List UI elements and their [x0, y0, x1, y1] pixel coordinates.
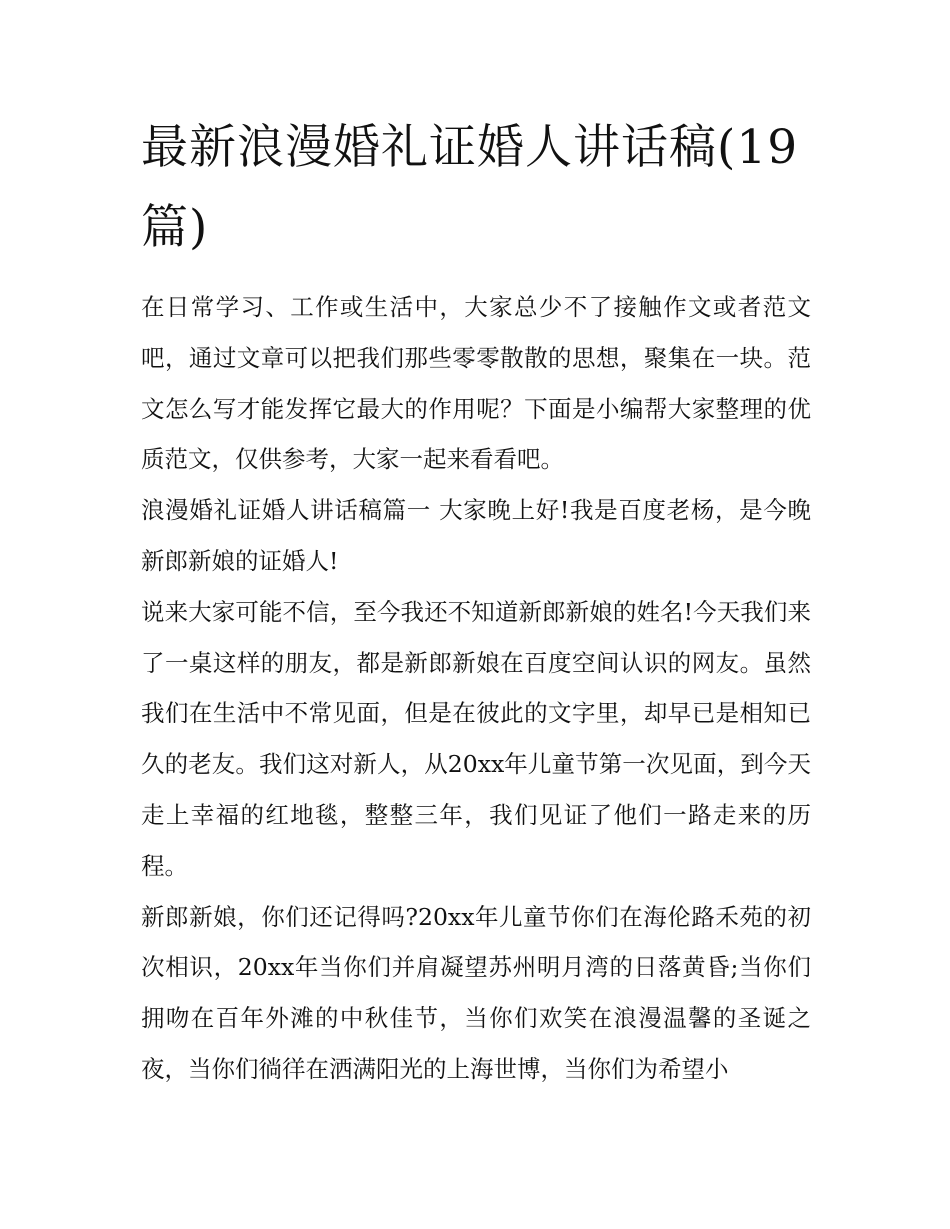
document-content — [141, 108, 811, 1095]
intro-paragraph: 在日常学习、工作或生活中，大家总少不了接触作文或者范文吧，通过文章可以把我们那些零零散散的思想，聚集在一块。范文怎么写才能发挥它最大的作用呢？下面是小编帮大家整理的优质范文，仅供参考，大家一起来看看吧。 — [141, 293, 811, 474]
speech-opening-paragraph: 浪漫婚礼证婚人讲话稿篇一 大家晚上好!我是百度老杨，是今晚新郎新娘的证婚人! — [141, 496, 811, 575]
speech-body-paragraph: 说来大家可能不信，至今我还不知道新郎新娘的姓名!今天我们来了一桌这样的朋友，都是新郎新娘在百度空间认识的网友。虽然我们在生活中不常见面，但是在彼此的文字里，却早已是相知已久的老友。我们这对新人，从20xx年儿童节第一次见面，到今天走上幸福的红地毯，整整三年，我们见证了他们一路走来的历程。 — [141, 597, 811, 880]
speech-memories-paragraph: 新郎新娘，你们还记得吗?20xx年儿童节你们在海伦路禾苑的初次相识，20xx年当你们并肩凝望苏州明月湾的日落黄昏;当你们拥吻在百年外滩的中秋佳节，当你们欢笑在浪漫温馨的圣诞之夜，当你们徜徉在洒满阳光的上海世博，当你们为希望小 — [141, 902, 811, 1083]
document-title: 最新浪漫婚礼证婚人讲话稿(19篇) — [141, 120, 799, 255]
